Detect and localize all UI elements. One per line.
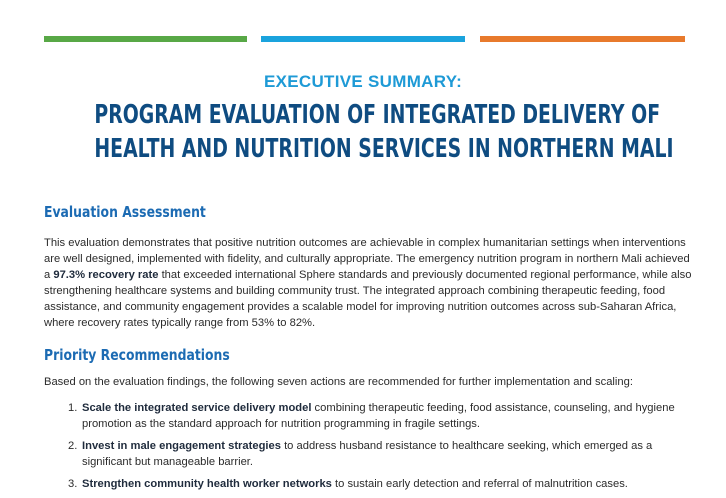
list-item-bold: Strengthen community health worker networks [82,478,332,490]
recommendations-intro: Based on the evaluation findings, the following seven actions are recommended for further implementation and scaling: [44,376,633,388]
orange-bar [480,36,685,42]
list-item [64,438,684,470]
list-item-bold: Invest in male engagement strategies [82,440,281,452]
green-bar [44,36,247,42]
list-item [64,476,684,492]
list-item-bold: Scale the integrated service delivery model [82,402,312,414]
executive-summary-label: EXECUTIVE SUMMARY: [263,72,463,91]
assessment-paragraph [44,235,694,331]
list-number: 1. [68,402,78,414]
assessment-text-1: This evaluation demonstrates that positive nutrition outcomes are achievable in complex humanitarian settings when interventions are well designed, implemented with fidelity, and culturally appropriate. The emergency nutrition program in northern Mali achieved a [44,237,690,281]
title-line-1: PROGRAM EVALUATION OF INTEGRATED DELIVERY OF [94,100,661,130]
section-heading-assessment: Evaluation Assessment [44,203,206,221]
list-number: 2. [68,440,78,452]
list-number: 3. [68,478,78,490]
title-line-2: HEALTH AND NUTRITION SERVICES IN NORTHERN MALI [94,134,674,164]
assessment-text-2: that exceeded international Sphere standards and previously documented regional performance, while also strengthening healthcare systems and building community trust. The integrated approach combining therapeutic feeding, food assistance, and community engagement provides a scalable model for improving nutrition outcomes across sub-Saharan Africa, where recovery rates typically range from 53% to 82%. [44,269,692,329]
list-item [64,400,684,432]
list-item-text: to sustain early detection and referral of malnutrition cases. [331,478,628,490]
recommendations-list [64,400,684,498]
document-title [94,98,674,166]
section-heading-recommendations: Priority Recommendations [44,346,230,364]
list-item-text: combining therapeutic feeding, food assistance, counseling, and hygiene promotion as the standard approach for nutrition programming in fragile settings. [82,402,675,430]
list-item-text: to address husband resistance to healthcare seeking, which emerged as a significant but manageable barrier. [82,440,653,468]
header-color-bars [44,36,685,42]
blue-bar [261,36,465,42]
recovery-rate-highlight: 97.3% recovery rate [53,269,159,281]
